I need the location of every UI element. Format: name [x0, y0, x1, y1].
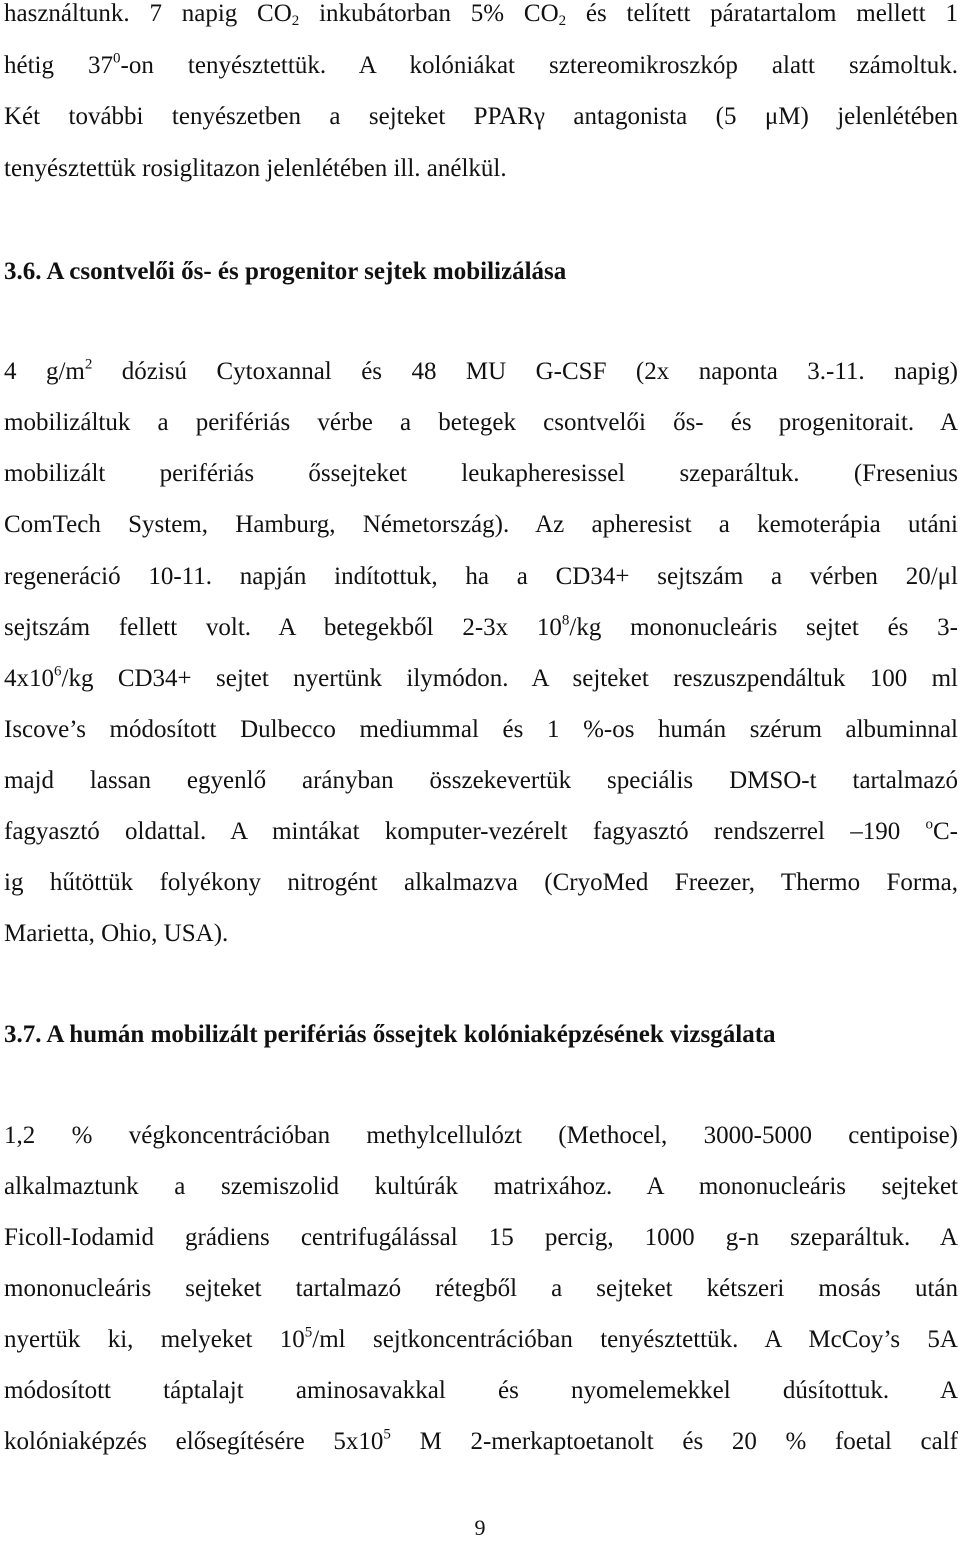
- text-line: tenyésztettük rosiglitazon jelenlétében ill. anélkül.: [4, 155, 507, 182]
- text-line: $4x10^6/kg$ CD34+ sejtet nyertünk ilymódon. A sejteket reszuszpendáltuk 100 ml: [4, 663, 958, 692]
- text-line: 1,2 % végkoncentrációban methylcellulózt (Methocel, 3000-5000 centipoise): [4, 1122, 958, 1149]
- text-line: Iscove’s módosított Dulbecco mediummal és 1 %-os humán szérum albuminnal: [4, 716, 958, 743]
- text-line: módosított táptalajt aminosavakkal és nyomelemekkel dúsítottuk. A: [4, 1377, 958, 1404]
- text-line: ig hűtöttük folyékony nitrogént alkalmazva (CryoMed Freezer, Thermo Forma,: [4, 869, 958, 896]
- text-line: mobilizáltuk a perifériás vérbe a betegek csontvelői ős- és progenitorait. A: [4, 409, 958, 436]
- text-line: 4 $g/m^2$ dózisú Cytoxannal és 48 MU G-CSF (2x naponta 3.-11. napig): [4, 356, 958, 385]
- text-line: használtunk. 7 napig $CO_2$ inkubátorban 5% $CO_2$ és telített páratartalom mellett 1: [4, 0, 958, 29]
- text-line: alkalmaztunk a szemiszolid kultúrák matrixához. A mononucleáris sejteket: [4, 1173, 958, 1200]
- text-line: majd lassan egyenlő arányban összekevertük speciális DMSO-t tartalmazó: [4, 767, 958, 794]
- text-line: Ficoll-Iodamid grádiens centrifugálással 15 percig, 1000 g-n szeparáltuk. A: [4, 1224, 958, 1251]
- text-line: hétig $37^0-on$ tenyésztettük. A kolóniákat sztereomikroszkóp alatt számoltuk.: [4, 50, 958, 79]
- text-line: regeneráció 10-11. napján indítottuk, ha a CD34+ sejtszám a vérben 20/μl: [4, 563, 958, 590]
- text-line: fagyasztó oldattal. A mintákat komputer-vezérelt fagyasztó rendszerrel –190 $^o$C-: [4, 816, 958, 845]
- section-heading: 3.6. A csontvelői ős- és progenitor sejtek mobilizálása: [4, 258, 567, 285]
- text-line: Két további tenyészetben a sejteket PPARγ antagonista (5 μM) jelenlétében: [4, 103, 958, 130]
- text-line: Marietta, Ohio, USA).: [4, 920, 229, 947]
- text-line: mobilizált perifériás őssejteket leukapheresissel szeparáltuk. (Fresenius: [4, 460, 958, 487]
- text-line: mononucleáris sejteket tartalmazó rétegből a sejteket kétszeri mosás után: [4, 1275, 958, 1302]
- text-line: ComTech System, Hamburg, Németország). Az apheresist a kemoterápia utáni: [4, 511, 958, 538]
- text-line: nyertük ki, melyeket $10^5/ml$ sejtkoncentrációban tenyésztettük. A McCoy’s 5A: [4, 1324, 958, 1353]
- section-heading: 3.7. A humán mobilizált perifériás őssejtek kolóniaképzésének vizsgálata: [4, 1021, 776, 1048]
- text-line: sejtszám fellett volt. A betegekből 2-3x $10^8/kg$ mononucleáris sejtet és 3-: [4, 612, 958, 641]
- text-line: kolóniaképzés elősegítésére $5x10^5$ M 2-merkaptoetanolt és 20 % foetal calf: [4, 1426, 958, 1455]
- page-number: 9: [474, 1515, 486, 1540]
